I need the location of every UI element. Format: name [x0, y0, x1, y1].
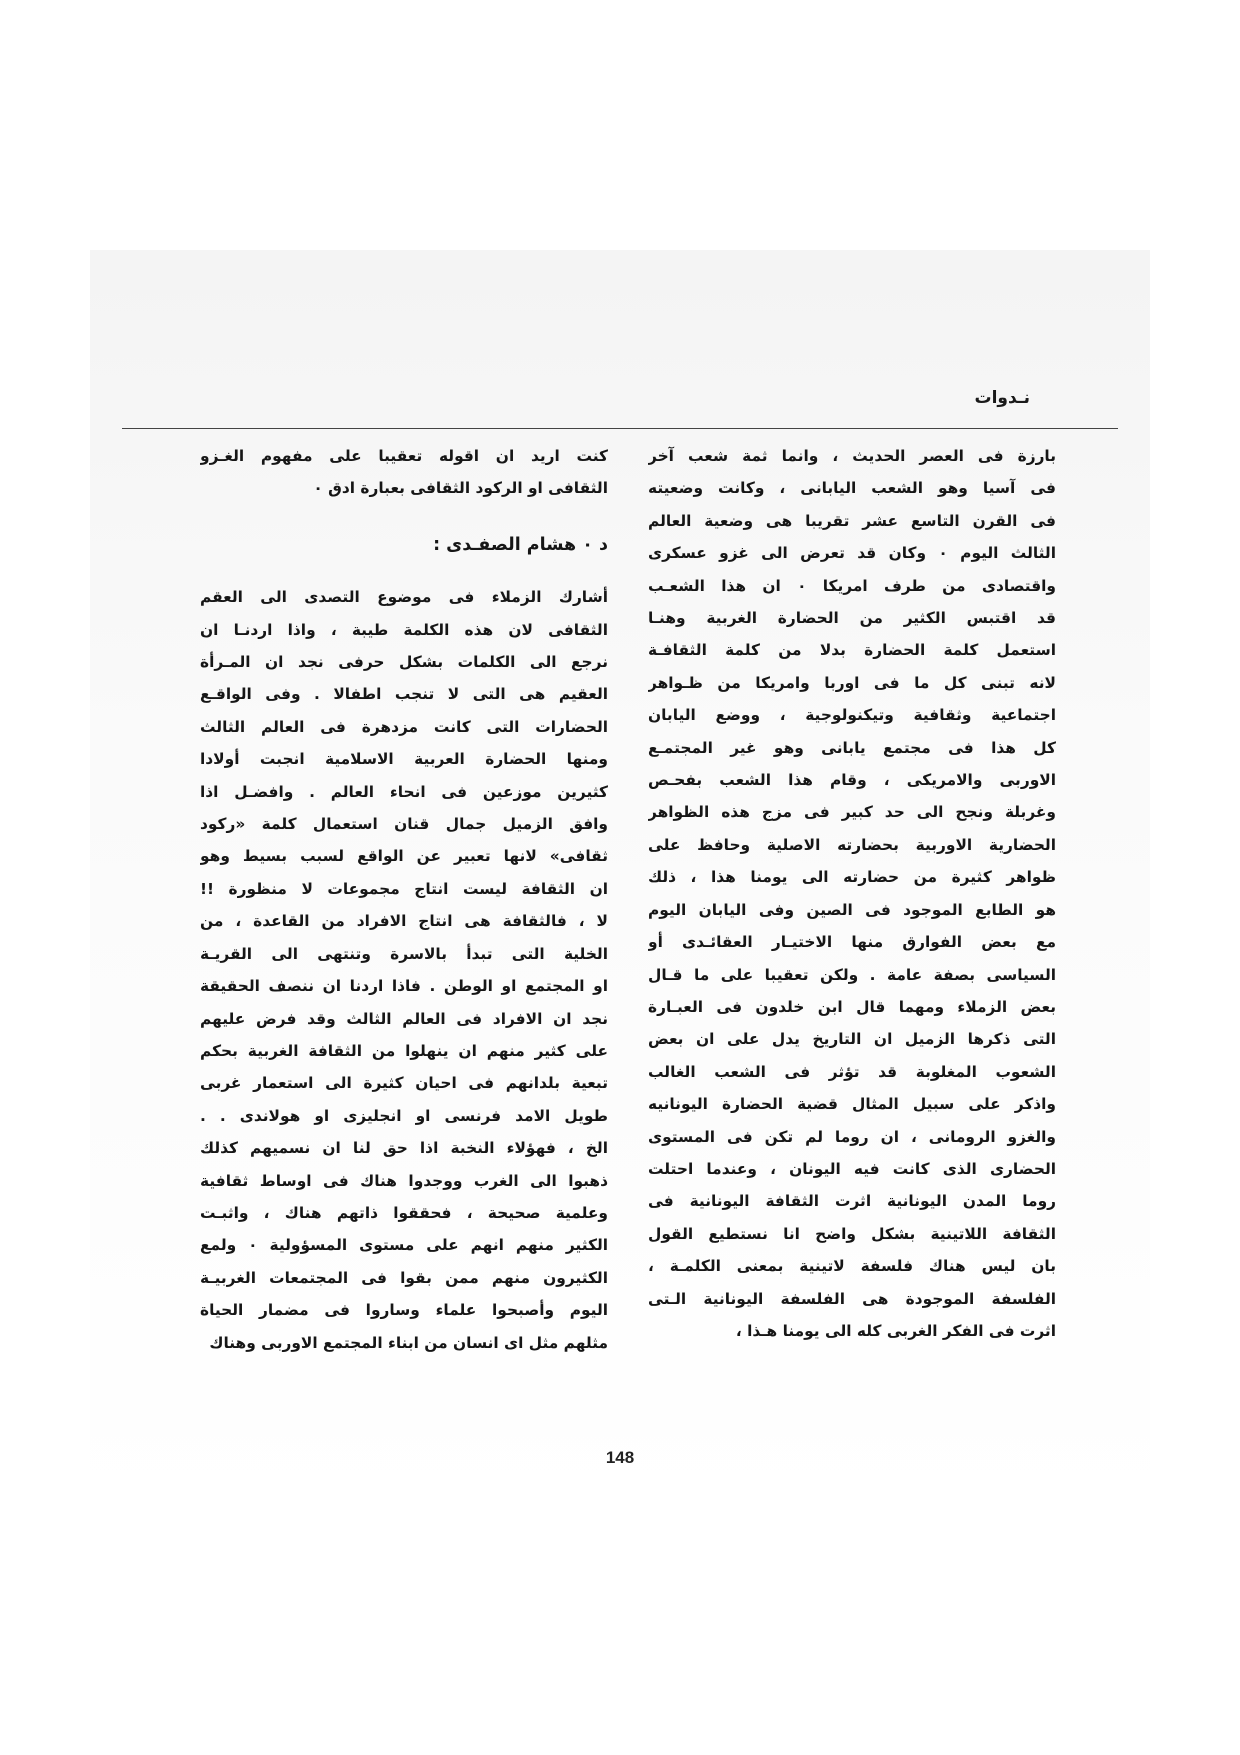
text-line: قد اقتبس الكثير من الحضارة الغربية وهنـا: [648, 609, 1056, 628]
text-line: الخ ، فهؤلاء النخبة اذا حق لنا ان نسميهم كذلك: [200, 1139, 608, 1158]
text-line: وعلمية صحيحة ، فحققوا ذاتهم هناك ، واثبـت: [200, 1203, 608, 1222]
text-line: بعض الزملاء ومهما قال ابن خلدون فى العبـارة: [648, 997, 1056, 1016]
left-column-body: [200, 581, 608, 1359]
text-line: والغزو الرومانى ، ان روما لم تكن فى المستوى: [648, 1127, 1056, 1146]
text-line: وغربلة ونجح الى حد كبير فى مزج هذه الظواهر: [648, 803, 1056, 822]
text-line: تبعية بلدانهم فى احيان كثيرة الى استعمار غربى: [200, 1074, 608, 1093]
text-line: العقيم هى التى لا تنجب اطفالا . وفى الواقـع: [200, 685, 608, 704]
text-line: ظواهر كثيرة من حضارته الى يومنا هذا ، ذلك: [648, 868, 1056, 887]
header-rule: [122, 428, 1118, 429]
text-line: ومنها الحضارة العربية الاسلامية انجبت أولادا: [200, 750, 608, 769]
text-line: التى ذكرها الزميل ان التاريخ يدل على ان بعض: [648, 1030, 1056, 1049]
text-line: الخلية التى تبدأ بالاسرة وتنتهى الى القريـة: [200, 944, 608, 963]
text-line: اليوم وأصبحوا علماء وساروا فى مضمار الحياة: [200, 1301, 608, 1320]
text-line: اثرت فى الفكر الغربى كله الى يومنا هـذا ،: [735, 1321, 1056, 1340]
text-line: لا ، فالثقافة هى انتاج الافراد من القاعدة ، من: [200, 912, 608, 931]
text-line: الثقافى لان هذه الكلمة طيبة ، واذا اردنـا ان: [200, 620, 608, 639]
page-number: 148: [605, 1448, 635, 1467]
text-line: بارزة فى العصر الحديث ، وانما ثمة شعب آخر: [648, 447, 1056, 465]
text-line: لانه تبنى كل ما فى اوربا وامريكا من ظـواهر: [648, 673, 1056, 692]
text-line: بان ليس هناك فلسفة لاتينية بمعنى الكلمـة ،: [648, 1257, 1056, 1276]
text-line: الثالث اليوم ٠ وكان قد تعرض الى غزو عسكرى: [648, 544, 1056, 563]
text-line: الحضارى الذى كانت فيه اليونان ، وعندما احتلت: [648, 1159, 1056, 1178]
text-line: مع بعض الفوارق منها الاختيـار العقائـدى أو: [648, 933, 1056, 952]
text-line: كثيرين موزعين فى انحاء العالم . وافضـل اذا: [200, 782, 608, 801]
text-line: الحضارية الاوربية بحضارته الاصلية وحافظ على: [648, 835, 1056, 854]
text-line: نرجع الى الكلمات بشكل حرفى نجد ان المـرأة: [200, 653, 608, 672]
text-line: ان الثقافة ليست انتاج مجموعات لا منظورة !!: [200, 879, 608, 898]
text-line: مثلهم مثل اى انسان من ابناء المجتمع الاوربى وهناك: [209, 1333, 608, 1352]
text-line: هو الطابع الموجود فى الصين وفى اليابان اليوم: [648, 900, 1056, 919]
text-line: الحضارات التى كانت مزدهرة فى العالم الثالث: [200, 717, 608, 736]
text-line: السياسى بصفة عامة . ولكن تعقيبا على ما قـال: [648, 965, 1056, 984]
text-line: نجد ان الافراد فى العالم الثالث وقد فرض عليهم: [200, 1009, 608, 1028]
text-line: الثقافى او الركود الثقافى بعبارة ادق ٠: [313, 479, 608, 498]
text-line: الثقافة اللاتينية بشكل واضح انا نستطيع القول: [648, 1224, 1056, 1243]
text-line: كل هذا فى مجتمع يابانى وهو غير المجتمـع: [648, 738, 1056, 757]
text-line: واذكر على سبيل المثال قضية الحضارة اليونانيه: [648, 1095, 1056, 1114]
text-line: روما المدن اليونانية اثرت الثقافة اليونانية فى: [648, 1192, 1056, 1211]
text-line: فى القرن التاسع عشر تقريبا هى وضعية العالم: [648, 511, 1056, 530]
text-line: الكثير منهم انهم على مستوى المسؤولية ٠ ولمع: [200, 1236, 608, 1255]
text-line: ذهبوا الى الغرب ووجدوا هناك فى اوساط ثقافية: [200, 1171, 608, 1190]
right-column: [648, 440, 1056, 1347]
text-line: وافق الزميل جمال قنان استعمال كلمة «ركود: [200, 815, 608, 834]
text-line: اجتماعية وثقافية وتيكنولوجية ، ووضع اليابان: [648, 706, 1056, 725]
text-line: الكثيرون منهم ممن بقوا فى المجتمعات الغربيـة: [200, 1268, 608, 1287]
text-line: استعمل كلمة الحضارة بدلا من كلمة الثقافـة: [648, 641, 1056, 660]
left-column-intro: [200, 440, 608, 505]
text-line: فى آسيا وهو الشعب اليابانى ، وكانت وضعيته: [648, 479, 1056, 498]
speaker-name: د ٠ هشام الصفـدى :: [433, 534, 608, 555]
text-line: او المجتمع او الوطن . فاذا اردنا ان ننصف الحقيقة: [200, 977, 608, 996]
text-line: الشعوب المغلوبة قد تؤثر فى الشعب الغالب: [648, 1062, 1056, 1081]
left-column: [200, 440, 608, 1359]
text-line: الاوربى والامريكى ، وقام هذا الشعب بفحـص: [648, 771, 1056, 790]
text-line: ثقافى» لانها تعبير عن الواقع لسبب بسيط وهو: [200, 847, 608, 866]
text-line: طويل الامد فرنسى او انجليزى او هولاندى . .: [200, 1106, 608, 1125]
text-line: الفلسفة الموجودة هى الفلسفة اليونانية الـتى: [648, 1289, 1056, 1308]
text-line: أشارك الزملاء فى موضوع التصدى الى العقم: [200, 588, 608, 607]
running-title: نـدوات: [974, 388, 1030, 408]
text-line: على كثير منهم ان ينهلوا من الثقافة الغربية بحكم: [200, 1041, 608, 1060]
text-line: واقتصادى من طرف امريكا ٠ ان هذا الشعـب: [648, 576, 1056, 595]
text-line: كنت اريد ان اقوله تعقيبا على مفهوم الغـزو: [200, 447, 608, 465]
